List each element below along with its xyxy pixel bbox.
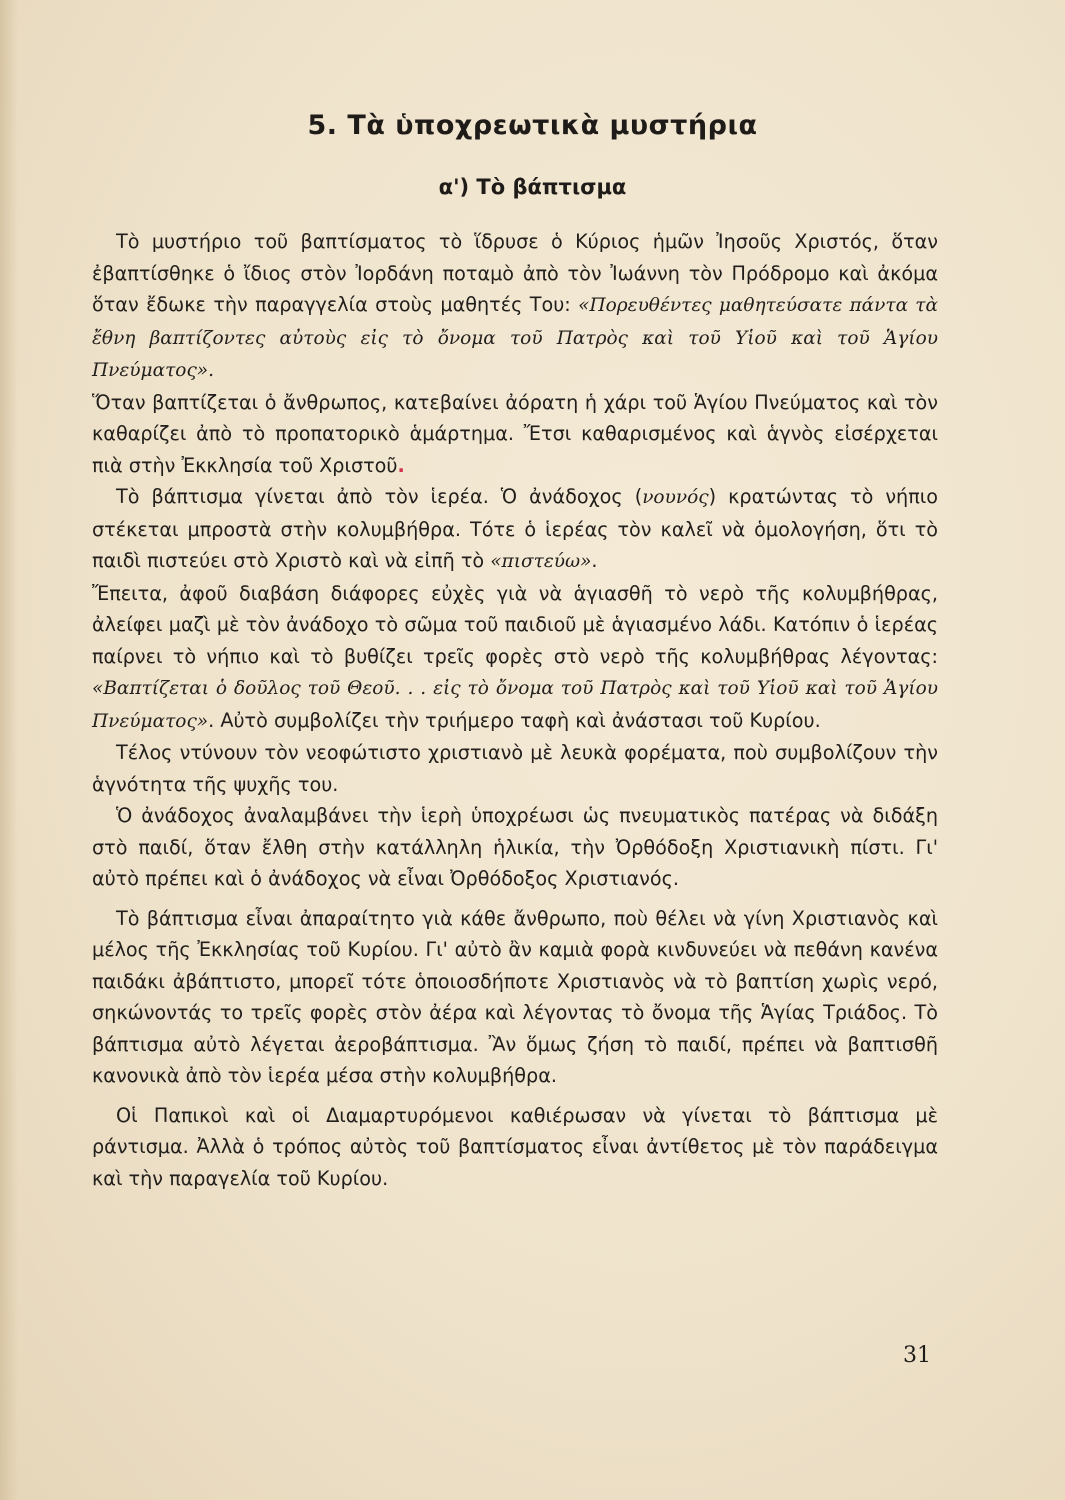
- paragraph-4-part-b: . Αὐτὸ συμβολίζει τὴν τριήμερο ταφὴ καὶ ἀνάστασι τοῦ Κυρίου.: [208, 708, 821, 732]
- page-number: 31: [903, 1343, 931, 1368]
- paragraph-2-text: Ὅταν βαπτίζεται ὁ ἄνθρωπος, κατεβαίνει ἀόρατη ἡ χάρι τοῦ Ἁγίου Πνεύματος καὶ τὸν καθαρίζει ἀπὸ τὸ προπατορικὸ ἁμάρτημα. Ἔτσι καθαρισμένος καὶ ἁγνὸς εἰσέρχεται πιὰ στὴν Ἐκκλησία τοῦ Χριστοῦ: [92, 390, 938, 477]
- godparent-term: νουνός: [642, 487, 709, 508]
- red-ink-mark: .: [397, 453, 405, 477]
- paragraph-4-quote: «Βαπτίζεται ὁ δοῦλος τοῦ Θεοῦ. . . εἰς τὸ ὄνομα τοῦ Πατρὸς καὶ τοῦ Υἱοῦ καὶ τοῦ Ἁγίου Πνεύματος»: [92, 678, 938, 732]
- paragraph-7: Τὸ βάπτισμα εἶναι ἀπαραίτητο γιὰ κάθε ἄνθρωπο, ποὺ θέλει νὰ γίνη Χριστιανὸς καὶ μέλος τῆς Ἐκκλησίας τοῦ Κυρίου. Γι' αὐτὸ ἂν καμιὰ φορὰ κινδυνεύει νὰ πεθάνη κανένα παιδάκι ἀβάπτιστο, μπορεῖ τότε ὁποιοσδήποτε Χριστιανὸς νὰ τὸ βαπτίση χωρὶς νερό, σηκώνοντάς το τρεῖς φορὲς στὸν ἀέρα καὶ λέγοντας τὸ ὄνομα τῆς Ἁγίας Τριάδος. Τὸ βάπτισμα αὐτὸ λέγεται ἀεροβάπτισμα. Ἂν ὅμως ζήση τὸ παιδί, πρέπει νὰ βαπτισθῆ κανονικὰ ἀπὸ τὸν ἱερέα μέσα στὴν κολυμβήθρα.: [92, 906, 938, 1087]
- paragraph-1-quote: «Πορευθέντες μαθητεύσατε πάντα τὰ ἔθνη βαπτίζοντες αὐτοὺς εἰς τὸ ὄνομα τοῦ Πατρὸς καὶ τοῦ Υἱοῦ καὶ τοῦ Ἁγίου Πνεύματος».: [92, 295, 938, 381]
- paragraph-3-part-c: .: [591, 549, 598, 572]
- creed-term: «πιστεύω»: [490, 551, 592, 572]
- paragraph-6: Ὁ ἀνάδοχος ἀναλαμβάνει τὴν ἱερὴ ὑποχρέωσι ὡς πνευματικὸς πατέρας νὰ διδάξη στὸ παιδί, ὅταν ἔλθη στὴν κατάλληλη ἡλικία, τὴν Ὀρθόδοξη Χριστιανικὴ πίστι. Γι' αὐτὸ πρέπει καὶ ὁ ἀνάδοχος νὰ εἶναι Ὀρθόδοξος Χριστιανός.: [92, 804, 938, 890]
- chapter-title: 5. Τὰ ὑποχρεωτικὰ μυστήρια: [307, 110, 758, 141]
- section-subtitle: α') Τὸ βάπτισμα: [438, 175, 627, 199]
- paragraph-3-part-b: ) κρατώντας τὸ νήπιο στέκεται μπροστὰ στὴν κολυμβήθρα. Τότε ὁ ἱερέας τὸν καλεῖ νὰ ὁμολογήση, ὅτι τὸ παιδὶ πιστεύει στὸ Χριστὸ καὶ νὰ εἰπῆ τὸ: [92, 485, 939, 572]
- paragraph-1-text: Τὸ μυστήριο τοῦ βαπτίσματος τὸ ἵδρυσε ὁ Κύριος ἡμῶν Ἰησοῦς Χριστός, ὅταν ἐβαπτίσθηκε ὁ ἴδιος στὸν Ἰορδάνη ποταμὸ ἀπὸ τὸν Ἰωάννη τὸν Πρόδρομο καὶ ἀκόμα ὅταν ἔδωκε τὴν παραγγελία στοὺς μαθητές Του:: [92, 230, 938, 316]
- paragraph-2: [92, 387, 938, 482]
- paragraph-5: Τέλος ντύνουν τὸν νεοφώτιστο χριστιανὸ μὲ λευκὰ φορέματα, ποὺ συμβολίζουν τὴν ἁγνότητα τῆς ψυχῆς του.: [92, 741, 938, 796]
- paragraph-3-part-a: Τὸ βάπτισμα γίνεται ἀπὸ τὸν ἱερέα. Ὁ ἀνάδοχος (: [116, 485, 643, 508]
- body-text: [92, 226, 938, 1194]
- paragraph-3: [92, 481, 938, 578]
- paragraph-8: Οἱ Παπικοὶ καὶ οἱ Διαμαρτυρόμενοι καθιέρωσαν νὰ γίνεται τὸ βάπτισμα μὲ ράντισμα. Ἀλλὰ ὁ τρόπος αὐτὸς τοῦ βαπτίσματος εἶναι ἀντίθετος μὲ τὸν παράδειγμα καὶ τὴν παραγελία τοῦ Κυρίου.: [92, 1103, 938, 1190]
- paragraph-1: [92, 226, 938, 387]
- paragraph-4-part-a: Ἔπειτα, ἀφοῦ διαβάση διάφορες εὐχὲς γιὰ νὰ ἁγιασθῆ τὸ νερὸ τῆς κολυμβήθρας, ἀλείφει μαζὶ μὲ τὸν ἀνάδοχο τὸ σῶμα τοῦ παιδιοῦ μὲ ἁγιασμένο λάδι. Κατόπιν ὁ ἱερέας παίρνει τὸ νήπιο καὶ τὸ βυθίζει τρεῖς φορὲς στὸ νερὸ τῆς κολυμβήθρας λέγοντας:: [92, 581, 938, 668]
- paragraph-4: [92, 578, 938, 738]
